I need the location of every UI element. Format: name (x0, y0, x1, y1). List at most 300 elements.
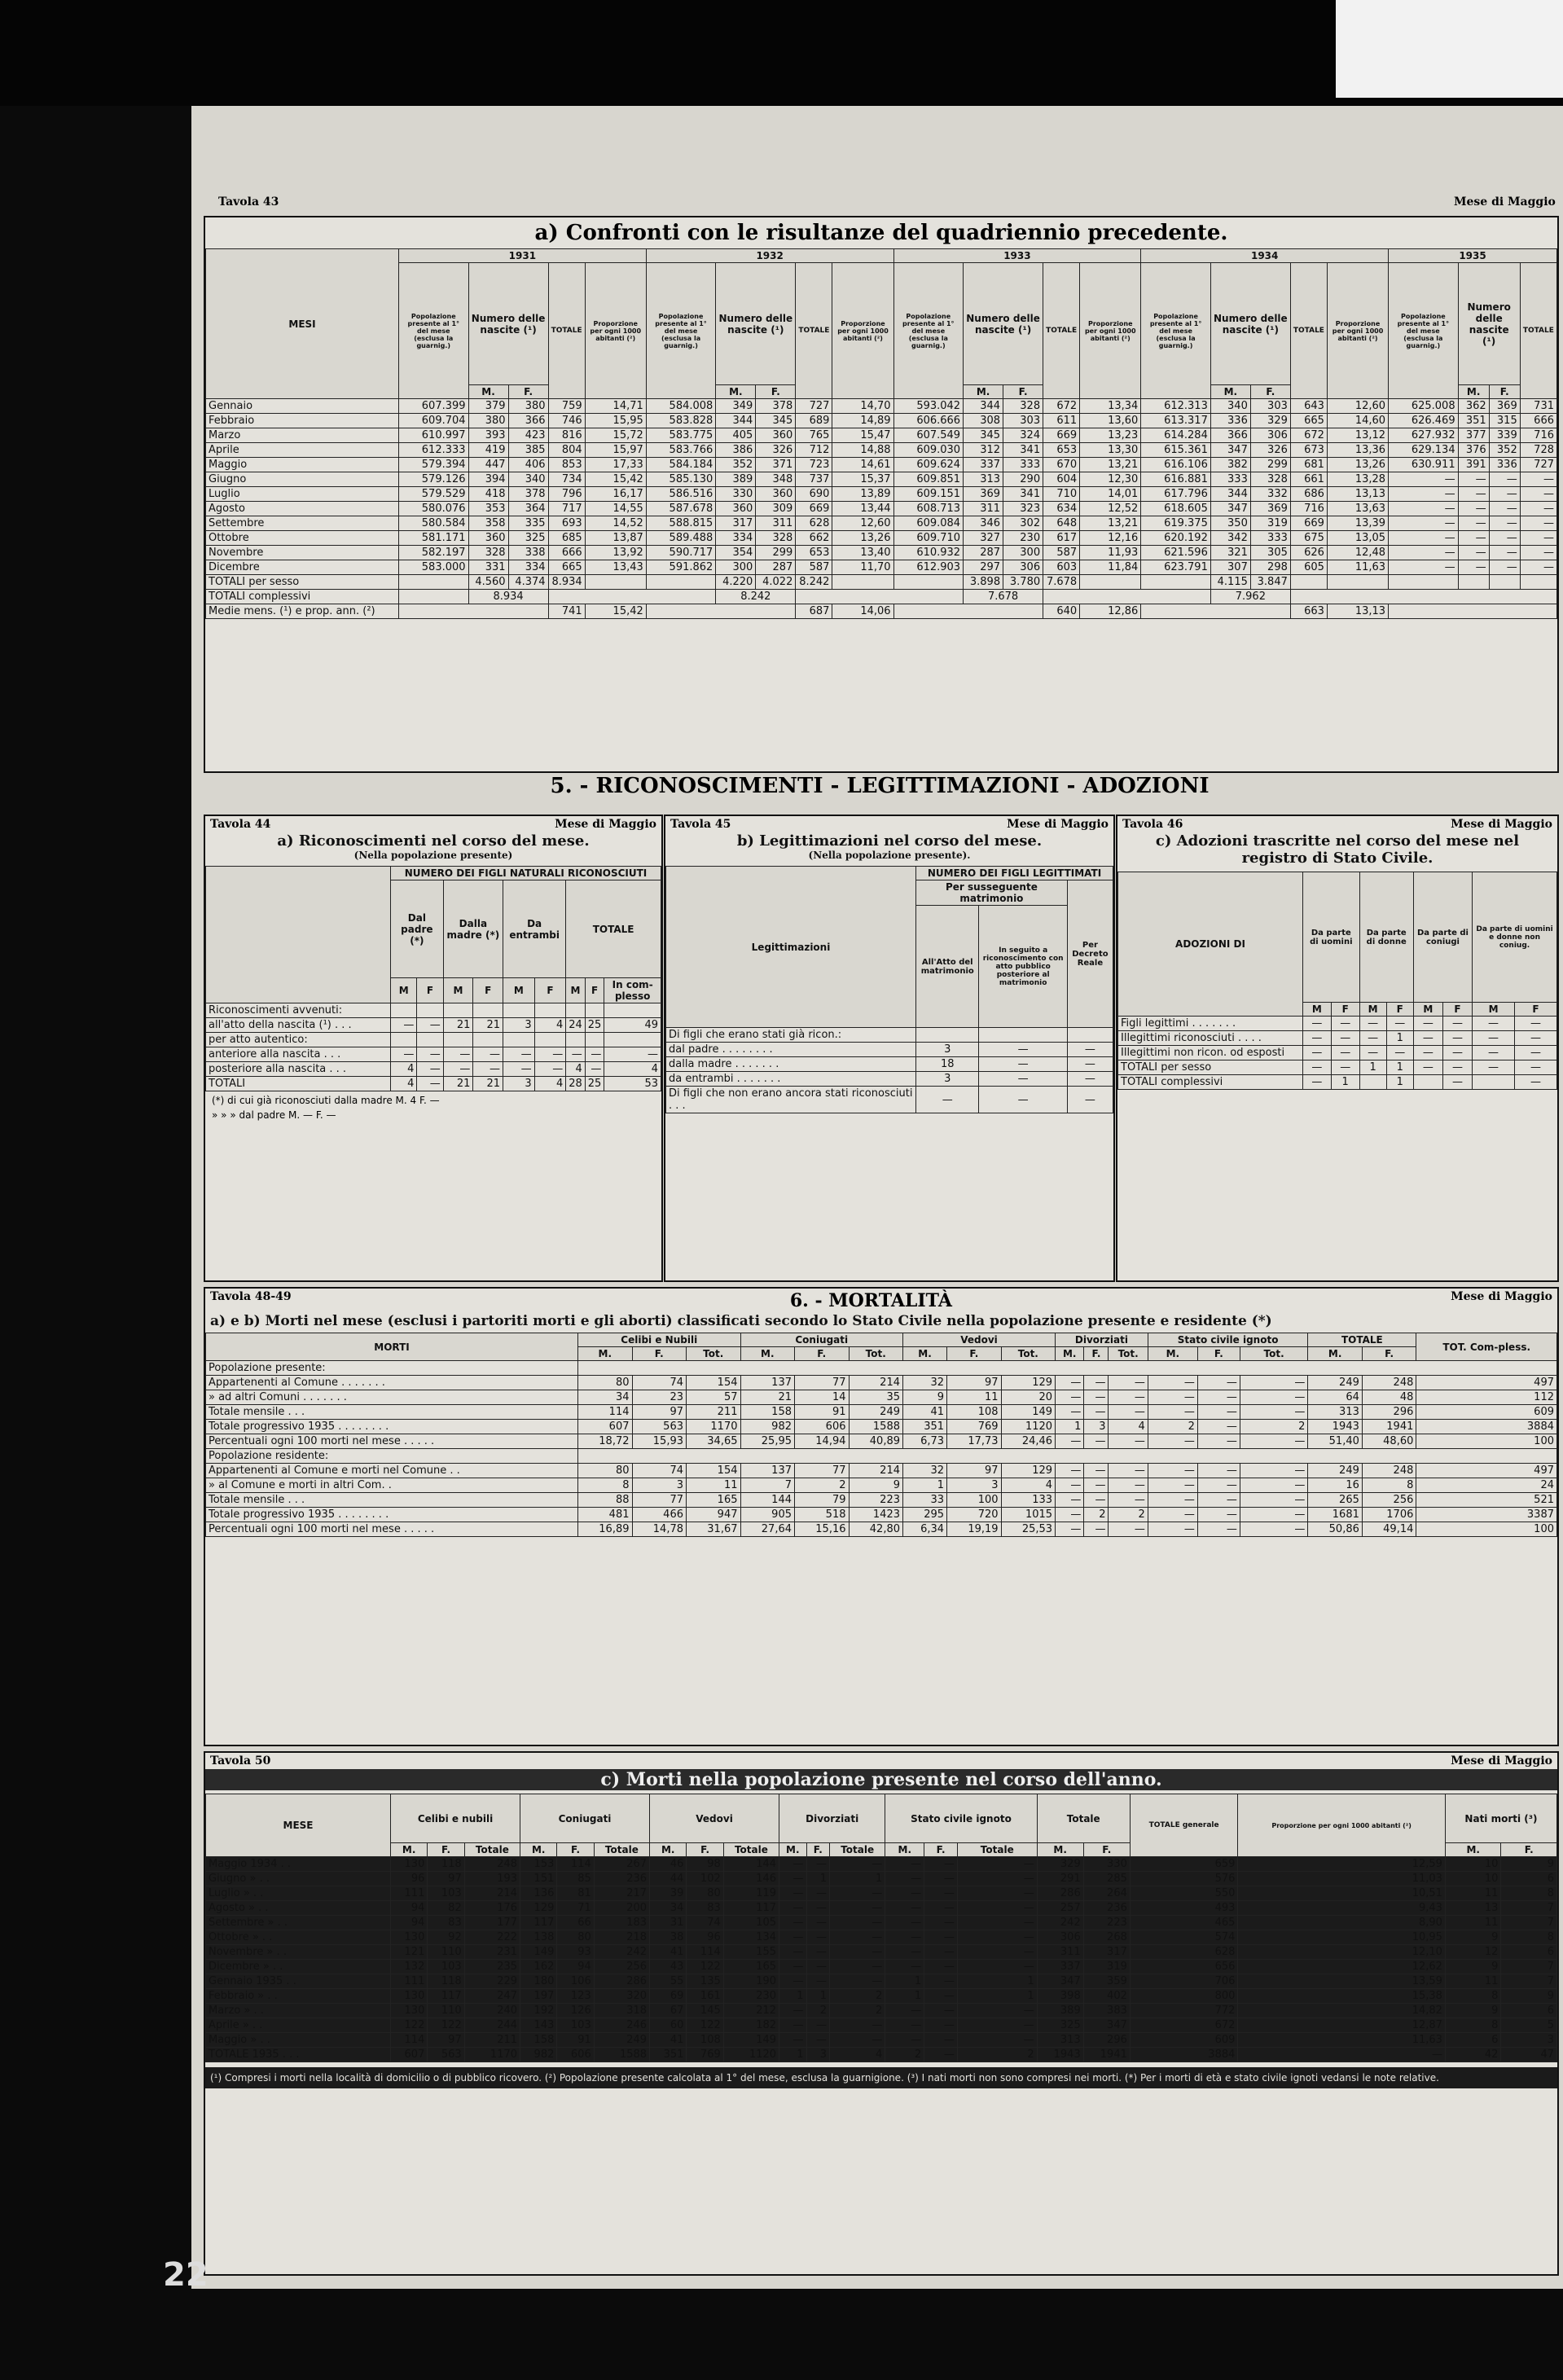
cell: 13,63 (1327, 502, 1388, 516)
cell: 2 (795, 1478, 850, 1493)
cell: 137 (740, 1376, 795, 1390)
table-row (206, 1989, 1557, 2004)
cell: 182 (723, 2018, 779, 2033)
tav44-head: NUMERO DEI FIGLI NATURALI RICONOSCIUTI (391, 867, 661, 880)
cell: 18,72 (578, 1434, 633, 1449)
mft-header: Tot. (1001, 1347, 1056, 1361)
cell: 590.717 (646, 546, 716, 560)
cell: 14,71 (585, 399, 646, 414)
cell: 14,55 (585, 502, 646, 516)
cell: 14,60 (1327, 414, 1388, 428)
cell: 369 (964, 487, 1003, 502)
cell: 105 (723, 1916, 779, 1930)
cell: 11,03 (1238, 1872, 1446, 1886)
cell: 352 (716, 458, 756, 472)
cell: — (779, 2004, 806, 2018)
month-label: Dicembre » . . (206, 1960, 391, 1974)
cell: 79 (795, 1493, 850, 1508)
cell: 731 (1520, 399, 1556, 414)
col-nascite-1935: Numero delle nascite (¹) (1458, 263, 1520, 385)
tav44-note-1: (*) di cui già riconosciuti dalla madre M. 4 F. — (212, 1095, 440, 1106)
year-1934: 1934 (1141, 249, 1389, 263)
cell: 223 (849, 1493, 903, 1508)
table-row (666, 1028, 1113, 1043)
cell: — (957, 1916, 1037, 1930)
cell: — (979, 1043, 1067, 1057)
cell: 119 (723, 1886, 779, 1901)
cell: 49 (604, 1018, 661, 1033)
table-row (206, 472, 1557, 487)
cell: 69 (650, 1989, 687, 2004)
tav50-footnote: (¹) Compresi i morti nella località di domicilio o di pubblico ricovero. (²) Popolazione presente calcolata al 1° del mese, esclusa la guarnigione. (³) I nati morti non sono compresi nei morti. (*) Per i morti di età e stato civile ignoti vedansi le note relative. (205, 2067, 1557, 2088)
tav50-table (205, 1794, 1557, 2062)
cell: — (885, 1901, 924, 1916)
cell: 28 (566, 1077, 586, 1091)
cell: 1943 (1308, 1420, 1363, 1434)
cell: — (1084, 1493, 1109, 1508)
cell: 389 (1037, 2004, 1083, 2018)
cell: 94 (557, 1960, 594, 1974)
row-label: Percentuali ogni 100 morti nel mese . . . . . (206, 1434, 578, 1449)
cell: 1943 (1037, 2048, 1083, 2062)
cell: 229 (464, 1974, 520, 1989)
cell: — (1197, 1522, 1240, 1537)
row-label: Percentuali ogni 100 morti nel mese . . . . . (206, 1522, 578, 1537)
cell: — (1148, 1376, 1197, 1390)
cell: 32 (903, 1376, 947, 1390)
cell: 77 (795, 1376, 850, 1390)
cell: 1588 (594, 2048, 649, 2062)
cell: 608.713 (893, 502, 964, 516)
tav45-tags (665, 816, 1113, 832)
cell: 158 (520, 2033, 557, 2048)
cell: 299 (756, 546, 796, 560)
row-label: posteriore alla nascita . . . (206, 1062, 391, 1077)
month-label: Giugno (206, 472, 399, 487)
cell: — (924, 1872, 958, 1886)
cell: 111 (391, 1886, 428, 1901)
cell: — (1303, 1031, 1332, 1046)
cell: 25 (585, 1077, 604, 1091)
cell: 2 (830, 2004, 885, 2018)
table-row (206, 1361, 1557, 1376)
cell: 330 (1083, 1857, 1130, 1872)
cell: 7 (1501, 1916, 1557, 1930)
mft-header: Tot. (687, 1347, 741, 1361)
cell: 643 (1290, 399, 1327, 414)
cell: 3 (916, 1072, 979, 1087)
row-label: Riconoscimenti avvenuti: (206, 1003, 391, 1018)
cell: 200 (594, 1901, 649, 1916)
cell: — (1240, 1464, 1308, 1478)
mft-header: F. (795, 1347, 850, 1361)
tav45-subtitle: (Nella popolazione presente). (808, 850, 971, 861)
cell: 326 (756, 443, 796, 458)
cell: 21 (740, 1390, 795, 1405)
month-label: Maggio 1934 . . (206, 1857, 391, 1872)
m-1934: M. (1210, 385, 1250, 399)
cell (391, 1003, 417, 1018)
cell: 325 (508, 531, 548, 546)
cell: 324 (1003, 428, 1043, 443)
cell: 1 (1056, 1420, 1084, 1434)
tav45-col-atto: All'Atto del matrimonio (916, 906, 979, 1028)
mft-header: M. (1445, 1843, 1500, 1857)
cell: 4 (830, 2048, 885, 2062)
cell: 13,40 (832, 546, 893, 560)
cell: 350 (1210, 516, 1250, 531)
cell: 1 (1386, 1031, 1413, 1046)
table-row (206, 1522, 1557, 1537)
tav44-col-entrambi: Da entrambi (503, 880, 566, 978)
cell: 1706 (1362, 1508, 1416, 1522)
tav44-col-madre: Dalla madre (*) (443, 880, 503, 978)
cell: 626.469 (1389, 414, 1459, 428)
cell: 662 (796, 531, 832, 546)
cell: 772 (1130, 2004, 1238, 2018)
cell: 96 (391, 1872, 428, 1886)
cell: 94 (391, 1916, 428, 1930)
cell: 114 (391, 2033, 428, 2048)
cell (473, 1033, 503, 1047)
cell: — (443, 1047, 473, 1062)
cell: 584.008 (646, 399, 716, 414)
m-1932: M. (716, 385, 756, 399)
cell: 1941 (1083, 2048, 1130, 2062)
cell: 10,95 (1238, 1930, 1446, 1945)
cell: 11,63 (1238, 2033, 1446, 2048)
cell: — (1056, 1405, 1084, 1420)
cell: 716 (1520, 428, 1556, 443)
cell: — (806, 1974, 830, 1989)
cell: 605 (1290, 560, 1327, 575)
cell: 23 (632, 1390, 687, 1405)
cell: — (1240, 1522, 1308, 1537)
cell: — (830, 1960, 885, 1974)
cell: — (1520, 502, 1556, 516)
cell: — (1442, 1017, 1472, 1031)
cell: 800 (1130, 1989, 1238, 2004)
cell: 6 (1501, 1872, 1557, 1886)
cell: 48,60 (1362, 1434, 1416, 1449)
cell: 2 (1148, 1420, 1197, 1434)
cell: 672 (1130, 2018, 1238, 2033)
col-pop-1934: Popolazione presente al 1° del mese (esclusa la guarnig.) (1141, 263, 1211, 399)
cell: 13,05 (1327, 531, 1388, 546)
table-row (1118, 1060, 1557, 1075)
cell: 296 (1362, 1405, 1416, 1420)
m-1935: M. (1458, 385, 1489, 399)
month-label: Marzo (206, 428, 399, 443)
cell: — (417, 1077, 443, 1091)
cell: 15,93 (632, 1434, 687, 1449)
mft-header: M. (1148, 1347, 1197, 1361)
cell: — (391, 1047, 417, 1062)
month-label: Maggio » . . (206, 2033, 391, 2048)
cell: 8 (578, 1478, 633, 1493)
mft-header: Totale (957, 1843, 1037, 1857)
cell: 612.313 (1141, 399, 1211, 414)
cell: — (779, 1960, 806, 1974)
cell: 306 (1250, 428, 1290, 443)
cell: 366 (508, 414, 548, 428)
cell: — (1520, 546, 1556, 560)
cell: 149 (1001, 1405, 1056, 1420)
cell: 391 (1458, 458, 1489, 472)
medie-row (206, 604, 1557, 619)
tavola-50 (204, 1751, 1559, 2276)
cell (534, 1033, 566, 1047)
tav44-col-totale: TOTALE (566, 880, 661, 978)
cell: — (885, 1916, 924, 1930)
cell: 8 (1445, 2018, 1500, 2033)
cell: 100 (947, 1493, 1002, 1508)
cell: 581.171 (399, 531, 469, 546)
cell: 286 (594, 1974, 649, 1989)
cell: 609.710 (893, 531, 964, 546)
cell: 66 (557, 1916, 594, 1930)
cell: 13,12 (1327, 428, 1388, 443)
cell: 218 (594, 1930, 649, 1945)
mortalita-table (205, 1333, 1557, 1537)
cell: 311 (964, 502, 1003, 516)
cell: — (1056, 1478, 1084, 1493)
totali-compl-row (206, 590, 1557, 604)
cell: — (1520, 472, 1556, 487)
cell: — (1084, 1464, 1109, 1478)
cell: 669 (1290, 516, 1327, 531)
cell: 12,60 (1327, 399, 1388, 414)
cell: — (1084, 1522, 1109, 1537)
month-label: Maggio (206, 458, 399, 472)
cell: 13,34 (1080, 399, 1141, 414)
cell: 223 (1083, 1916, 1130, 1930)
col-tot-1931: TOTALE (548, 263, 585, 399)
cell: — (830, 1916, 885, 1930)
cell: 580.076 (399, 502, 469, 516)
cell: 298 (1250, 560, 1290, 575)
mft-header: Tot. (1109, 1347, 1148, 1361)
cell: 1120 (723, 2048, 779, 2062)
table-row (206, 1464, 1557, 1478)
cell: — (1067, 1072, 1113, 1087)
cell: 687 (796, 604, 832, 619)
cell: — (1489, 502, 1520, 516)
cell: 88 (578, 1493, 633, 1508)
mf-header: F (473, 978, 503, 1003)
cell: 117 (723, 1901, 779, 1916)
f-1933: F. (1003, 385, 1043, 399)
cell: — (779, 1974, 806, 1989)
cell: 249 (1308, 1376, 1363, 1390)
cell: 309 (756, 502, 796, 516)
cell: 606.666 (893, 414, 964, 428)
cell: 110 (428, 1945, 464, 1960)
cell (585, 1003, 604, 1018)
tav50-grp-1: Coniugati (520, 1794, 650, 1843)
mft-header: Tot. (849, 1347, 903, 1361)
cell: 300 (1003, 546, 1043, 560)
cell: — (924, 1960, 958, 1974)
cell: — (473, 1047, 503, 1062)
cell: 8 (1501, 1930, 1557, 1945)
cell: 497 (1416, 1376, 1557, 1390)
cell: 306 (1003, 560, 1043, 575)
cell: 132 (391, 1960, 428, 1974)
cell: 8 (1362, 1478, 1416, 1493)
cell: 669 (796, 502, 832, 516)
cell: 659 (1130, 1857, 1238, 1872)
cell: 640 (1043, 604, 1080, 619)
cell (503, 1033, 535, 1047)
cell: 606 (795, 1420, 850, 1434)
cell: 46 (650, 1857, 687, 1872)
cell: 586.516 (646, 487, 716, 502)
cell: 653 (796, 546, 832, 560)
mft-header: F. (687, 1843, 723, 1857)
cell: 144 (740, 1493, 795, 1508)
cell: 609 (1416, 1405, 1557, 1420)
tav46-tags (1117, 816, 1557, 832)
cell: — (1197, 1434, 1240, 1449)
cell: — (1197, 1405, 1240, 1420)
table-row (1118, 1017, 1557, 1031)
scan-white-patch (1336, 0, 1563, 98)
cell: 4.560 (468, 575, 508, 590)
tav45-tag: Tavola 45 (670, 818, 731, 831)
cell: — (885, 1945, 924, 1960)
cell: 133 (1001, 1493, 1056, 1508)
col-nascite-1931: Numero delle nascite (¹) (468, 263, 548, 385)
cell: — (503, 1047, 535, 1062)
table-row (206, 1857, 1557, 1872)
mft-header: M. (1037, 1843, 1083, 1857)
grp-divorziati: Divorziati (1056, 1333, 1148, 1347)
cell: 335 (508, 516, 548, 531)
cell: — (1197, 1493, 1240, 1508)
cell (604, 1033, 661, 1047)
cell: 158 (740, 1405, 795, 1420)
cell: 393 (468, 428, 508, 443)
cell: 7 (1501, 1901, 1557, 1916)
cell: — (534, 1062, 566, 1077)
cell: 9,43 (1238, 1901, 1446, 1916)
row-label: Di figli che non erano ancora stati riconosciuti . . . (666, 1087, 916, 1113)
cell: 103 (557, 2018, 594, 2033)
cell: 673 (1290, 443, 1327, 458)
tav50-grp-0: Celibi e nubili (391, 1794, 520, 1843)
cell: 518 (795, 1508, 850, 1522)
cell (417, 1003, 443, 1018)
cell: — (585, 1062, 604, 1077)
cell: 734 (548, 472, 585, 487)
cell: 606 (557, 2048, 594, 2062)
row-label: per atto autentico: (206, 1033, 391, 1047)
cell: 1120 (1001, 1420, 1056, 1434)
cell: 13,60 (1080, 414, 1141, 428)
cell: 603 (1043, 560, 1080, 575)
cell: 137 (740, 1464, 795, 1478)
cell: 235 (464, 1960, 520, 1974)
cell: 8.242 (716, 590, 796, 604)
cell: 710 (1043, 487, 1080, 502)
grp-totcompl: TOT. Com-pless. (1416, 1333, 1557, 1361)
table-row (206, 1449, 1557, 1464)
cell: 161 (687, 1989, 723, 2004)
cell: 11 (1445, 1916, 1500, 1930)
cell: 14,82 (1238, 2004, 1446, 2018)
cell: 317 (1083, 1945, 1130, 1960)
cell: — (1442, 1031, 1472, 1046)
cell: 727 (1520, 458, 1556, 472)
page-number: 22 (163, 2256, 209, 2294)
cell: 1 (957, 1989, 1037, 2004)
cell: 57 (687, 1390, 741, 1405)
cell: — (885, 2018, 924, 2033)
mft-header: M. (740, 1347, 795, 1361)
cell: — (1067, 1087, 1113, 1113)
cell: 669 (1043, 428, 1080, 443)
cell: — (1303, 1046, 1332, 1060)
cell: — (1240, 1405, 1308, 1420)
cell: 686 (1290, 487, 1327, 502)
cell: 117 (520, 1916, 557, 1930)
cell: — (1489, 487, 1520, 502)
cell: 626 (1290, 546, 1327, 560)
cell: 114 (557, 1857, 594, 1872)
cell: — (924, 2004, 958, 2018)
cell: — (1331, 1017, 1359, 1031)
cell: 122 (391, 2018, 428, 2033)
cell: 382 (1210, 458, 1250, 472)
cell: — (779, 1886, 806, 1901)
cell: — (924, 1886, 958, 1901)
tav44-table (205, 866, 661, 1091)
table-row (206, 2033, 1557, 2048)
cell (578, 1361, 1557, 1376)
cell: 328 (756, 531, 796, 546)
row-label: Di figli che erano stati già ricon.: (666, 1028, 916, 1043)
grp-vedovi: Vedovi (903, 1333, 1056, 1347)
cell: 16 (1308, 1478, 1363, 1493)
cell: — (830, 2018, 885, 2033)
cell: 579.394 (399, 458, 469, 472)
cell: — (1056, 1464, 1084, 1478)
cell: 614.284 (1141, 428, 1211, 443)
cell: 325 (1037, 2018, 1083, 2033)
cell: 333 (1003, 458, 1043, 472)
cell: — (957, 2004, 1037, 2018)
cell: 685 (548, 531, 585, 546)
cell: 10,51 (1238, 1886, 1446, 1901)
tav50-grp-7: Proporzione per ogni 1000 abitanti (²) (1238, 1794, 1446, 1857)
cell: 340 (508, 472, 548, 487)
mft-header: M. (391, 1843, 428, 1857)
cell: 1681 (1308, 1508, 1363, 1522)
cell: 611 (1043, 414, 1080, 428)
cell (566, 1003, 586, 1018)
cell: 118 (428, 1857, 464, 1872)
mf-header: F (1331, 1003, 1359, 1017)
cell: 336 (1210, 414, 1250, 428)
cell: 80 (578, 1464, 633, 1478)
cell: 1941 (1362, 1420, 1416, 1434)
table-row (206, 1901, 1557, 1916)
cell: 25,95 (740, 1434, 795, 1449)
cell: 319 (1250, 516, 1290, 531)
cell: — (779, 1945, 806, 1960)
row-label: Totale progressivo 1935 . . . . . . . . (206, 1508, 578, 1522)
